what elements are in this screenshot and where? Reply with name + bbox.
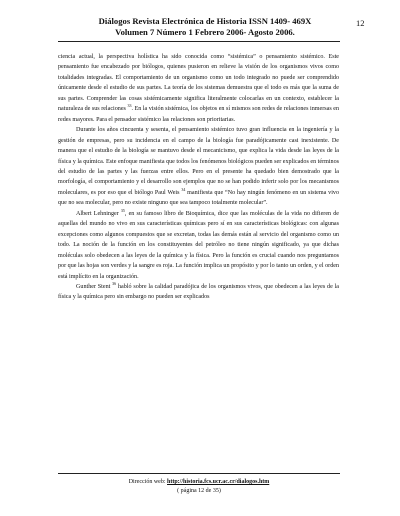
paragraph-text: manifiesta que “No hay ningún fenómeno en un sistema vivo que no sea molecular, pero no existe ninguno que sea tampoco totalmente molecular”. (58, 189, 339, 207)
footnote-ref[interactable]: 35 (120, 207, 125, 213)
footnote-ref[interactable]: 36 (112, 280, 117, 286)
paragraph-text: Gunther Stent (76, 283, 113, 290)
paragraph-text: . En la visión sistémica, los objetos en sí mismos son redes de relaciones inmersas en redes mayores. Para el pensador sistémico las relaciones son prioritarias. (58, 106, 339, 123)
paragraph-text: Albert Lehninger (76, 210, 121, 217)
paragraph-text: , en su famoso libro de Bioquímica, dice que las moléculas de la vida no difieren de aquellas del mundo no vivo en sus características químicas pero sí en sus características biológicas: con algunas excepciones como algunos compuestos que se excretan, todas las demás están al servicio del organismo como un todo. La noción de la función en los constituyentes del petróleo no tiene ningún significado, ya que dichas moléculas solo obedecen a las leyes de la química y la física. Pero la función es crucial cuando nos preguntamos por que las hojas son verdes y la sangre es roja. La función implica un propósito y por lo tanto un orden, y el orden está implícito en la organización. (58, 210, 339, 280)
paragraph-text: Durante los años cincuenta y sesenta, el pensamiento sistémico tuvo gran influencia en la ingeniería y la gestión de empresas, pero su incidencia en el campo de la biología fue paradójicamente casi inexistente. De manera que el estudio de la biología se mantuvo desde el mecanicismo, que explica la vida desde las leyes de la física y la química. Este enfoque manifiesta que todos los fenómenos biológicos pueden ser explicados en términos del estudio de las partes y las fuerzas entre ellos. Pero en el presente ha quedado bien demostrado que la morfología, el comportamiento y el desarrollo son ejemplos que no se han podido inferir solo por los mecanismos moleculares, es por eso que el biólogo Paul Weis (58, 127, 339, 196)
footer-web-line (58, 478, 340, 487)
page-footer (58, 478, 340, 495)
journal-header (70, 16, 340, 38)
body-paragraph (58, 282, 339, 303)
paragraph-text: habló sobre la calidad paradójica de los organismos vivos, que obedecen a las leyes de la física y la química pero sin embargo no pueden ser explicados (58, 283, 339, 301)
header-rule (58, 41, 340, 42)
body-text (58, 52, 339, 303)
journal-volume-line: Volumen 7 Número 1 Febrero 2006- Agosto 2006. (115, 27, 295, 37)
footer-url-link[interactable]: http://historia.fcs.ucr.ac.cr/dialogos.htm (167, 479, 270, 485)
journal-title-line: Diálogos Revista Electrónica de Historia ISSN 1409- 469X (98, 16, 312, 26)
body-paragraph (58, 52, 339, 125)
footer-page-info: ( página 12 de 35) (177, 487, 221, 494)
footnote-ref[interactable]: 33 (127, 103, 132, 109)
paragraph-text: ciencia actual, la perspectiva holística ha sido conocida como “sistémica” o pensamiento sistémico. Este pensamiento fue encabezado por biólogos, quienes pusieron en relieve la visión de los organismos vivos como totalidades integradas. El comportamiento de un organismo como un todo integrado no puede ser comprendido únicamente desde el estudio de sus partes. La teoría de los sistemas demuestra que el todo es más que la suma de sus partes. Comprender las cosas sistémicamente significa literalmente colocarlas en un contexto, establecer la naturaleza de sus relaciones (58, 54, 339, 113)
body-paragraph (58, 209, 339, 282)
body-paragraph (58, 125, 339, 209)
footer-rule (58, 473, 340, 474)
footnote-ref[interactable]: 34 (181, 186, 186, 192)
page-number: 12 (356, 18, 365, 28)
footer-web-label: Dirección web: (128, 479, 168, 485)
